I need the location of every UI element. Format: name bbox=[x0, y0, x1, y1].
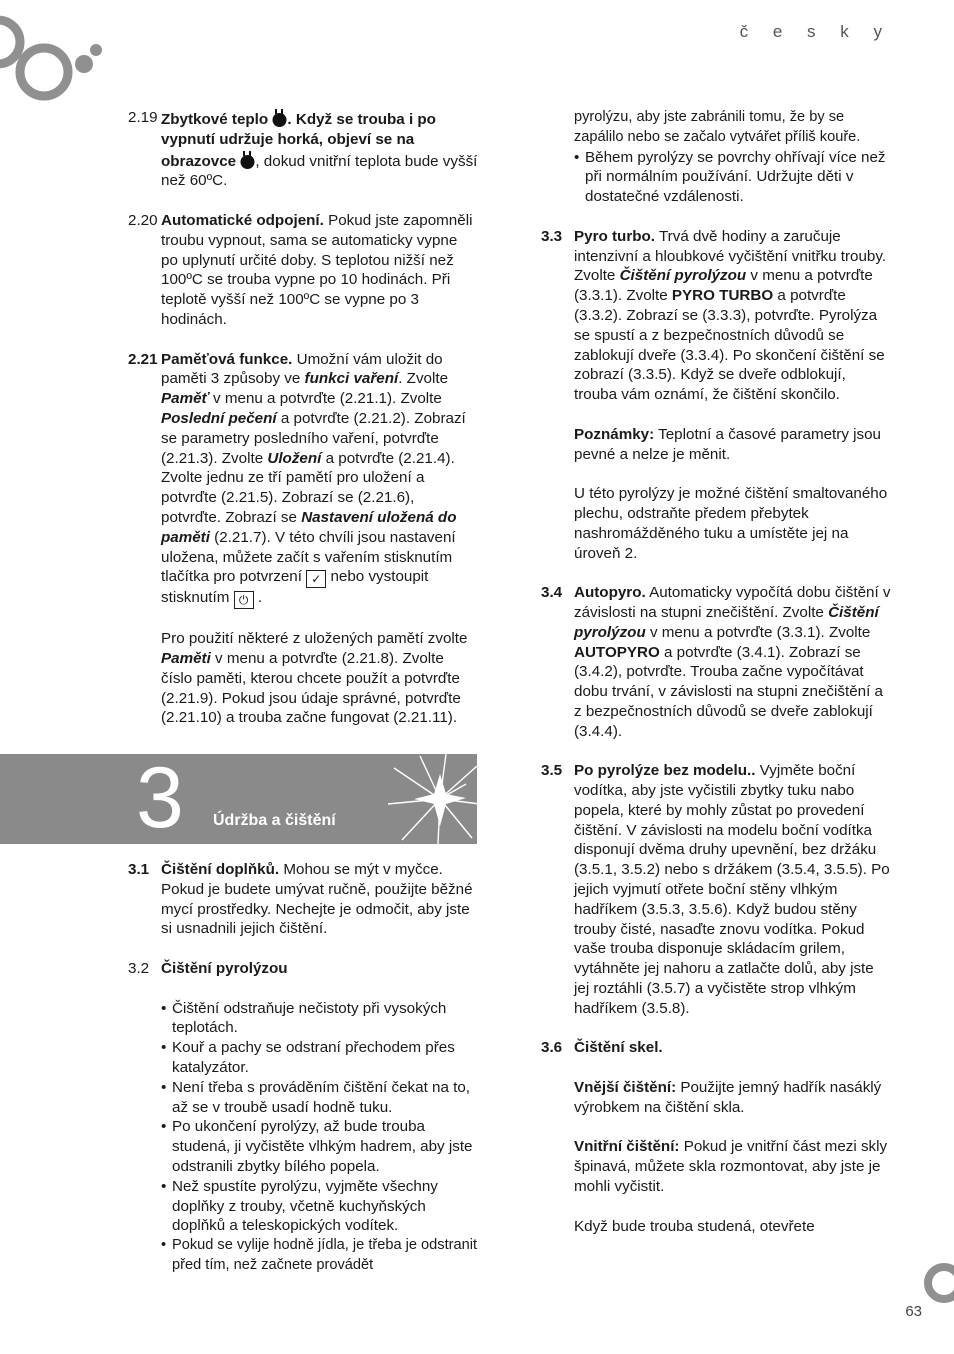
section-number: 3.5 bbox=[541, 762, 563, 780]
text-run: a potvrďte (2.21.2). Zobrazí se parametry posledního vaření, potvrďte (2.21.3). Zvolte bbox=[161, 409, 466, 467]
menu-term: Paměti bbox=[161, 649, 211, 667]
menu-term: Nastavení uložená do paměti bbox=[161, 508, 457, 546]
section-2-21 bbox=[128, 350, 478, 729]
text-run: . Když se trouba i po vypnutí udržuje horká, objeví se na obrazovce bbox=[161, 111, 436, 170]
bullet-item: • Není třeba s prováděním čištění čekat na to, až se v troubě usadí hodně tuku. bbox=[128, 1078, 478, 1118]
exit-key-icon: ⏻ bbox=[234, 591, 254, 609]
left-column-lower bbox=[128, 860, 478, 1276]
chapter-number: 3 bbox=[136, 754, 184, 844]
bullet-item: • Čištění odstraňuje nečistoty při vysokých teplotách. bbox=[128, 999, 478, 1039]
paragraph: U této pyrolýzy je možné čištění smaltovaného plechu, odstraňte předem přebytek nashromážděného tuku a umístěte jej na úroveň 2. bbox=[574, 485, 888, 562]
section-2-19 bbox=[128, 108, 478, 191]
section-title: Automatické odpojení. bbox=[161, 211, 324, 229]
section-number: 3.4 bbox=[541, 584, 563, 602]
section-3-2 bbox=[128, 959, 478, 979]
text-run: . Zvolte bbox=[398, 370, 449, 388]
sparkle-icon bbox=[380, 754, 477, 844]
text-run: a potvrďte (2.21.4). Zvolte jednu ze tří pamětí pro uložení a potvrďte (2.21.5). Zobrazí se (2.21.6), potvrďte. Zobrazí se bbox=[161, 449, 455, 526]
text-run: a potvrďte (3.4.1). Zobrazí se (3.4.2), potvrďte. Trouba začne vypočítávat dobu trvání, v závislosti na stupni znečištění a z bezpečnostních důvodů se dveře zablokují (3.4.4). bbox=[574, 643, 883, 740]
chapter-banner bbox=[0, 754, 477, 844]
section-title: Zbytkové teplo bbox=[161, 111, 269, 128]
text-run: Automaticky vypočítá dobu čištění v závislosti na stupni znečištění. Zvolte bbox=[574, 584, 891, 621]
bullet-item: • Po ukončení pyrolýzy, až bude trouba studená, ji vyčistěte vlhkým hadrem, aby jste odstranili zbytky bílého popela. bbox=[128, 1117, 478, 1176]
text-run: v menu a potvrďte (3.3.1). Zvolte bbox=[645, 623, 871, 641]
chapter-title: Údržba a čištění bbox=[213, 812, 336, 829]
section-number: 3.2 bbox=[128, 959, 150, 977]
section-text: Vyjměte boční vodítka, aby jste vyčistili zbytky tuku nabo popela, které by mohly zůstat po provedení čištění. V závislosti na modelu boční vodítka disponují dvěma druhy upevnění, bez držáku (3.5.1, 3.5.2) nebo s držákem (3.5.4, 3.5.5). Po jejich vyjmutí otřete boční stěny vlhkým hadříkem (3.5.3, 3.5.6). Když budou stěny trouby čisté, nasaďte znovu vodítka. Pokud vaše trouba disponuje skládacím grilem, vytáhněte jej nahoru a zatlačte dolů, aby jste jej roztáhli (3.5.7) a vyčistěte strop vlhkým hadříkem (3.5.8). bbox=[574, 762, 890, 1017]
text-run: (2.21.7). V této chvíli jsou nastavení uložena, můžete začít s vařením stisknutím tlačítka pro potvrzení bbox=[161, 528, 456, 586]
corner-ring-icon bbox=[922, 1261, 954, 1310]
residual-heat-icon-2 bbox=[240, 150, 255, 169]
section-title: Čištění pyrolýzou bbox=[161, 959, 288, 977]
menu-option: AUTOPYRO bbox=[574, 643, 660, 661]
exterior-label: Vnější čištění: bbox=[574, 1079, 677, 1097]
section-title: Paměťová funkce. bbox=[161, 350, 293, 368]
bullet-item: • Během pyrolýzy se povrchy ohřívají více než při normálním používání. Udržujte děti v dostatečné vzdálenosti. bbox=[541, 148, 893, 207]
section-title: Čištění doplňků. bbox=[161, 861, 280, 878]
section-title: Po pyrolýze bez modelu.. bbox=[574, 762, 756, 780]
section-3-5 bbox=[541, 761, 893, 1018]
continued-text: pyrolýzu, aby jste zabránili tomu, že by se zapálilo nebo se začalo vytvářet příliš kouře. bbox=[574, 109, 861, 145]
bullet-item: • Pokud se vylije hodně jídla, je třeba je odstranit před tím, než začnete provádět bbox=[128, 1236, 478, 1276]
text-run: Pokud je vnitřní část mezi skly špinavá, můžete skla rozmontovat, aby jste je mohli vyčistit. bbox=[574, 1138, 888, 1196]
note-label: Poznámky: bbox=[574, 425, 655, 443]
bullet-item: • Kouř a pachy se odstraní přechodem přes katalyzátor. bbox=[128, 1038, 478, 1078]
paragraph: Když bude trouba studená, otevřete bbox=[574, 1217, 815, 1235]
note-text: Teplotní a časové parametry jsou pevné a nelze je měnit. bbox=[574, 425, 881, 463]
section-3-1 bbox=[128, 860, 478, 939]
menu-option: PYRO TURBO bbox=[671, 287, 774, 305]
text-run: Umožní vám uložit do paměti 3 způsoby ve bbox=[161, 350, 443, 388]
section-number: 2.20 bbox=[128, 211, 158, 229]
language-label: č e s k y bbox=[739, 22, 892, 41]
section-number: 3.6 bbox=[541, 1039, 563, 1057]
text-run: nebo vystoupit stisknutím bbox=[161, 568, 429, 607]
section-number: 3.1 bbox=[128, 861, 150, 878]
section-3-3 bbox=[541, 227, 893, 564]
section-text: Pokud jste zapomněli troubu vypnout, sama se automaticky vypne po uplynutí určité doby. S teplotou nižší než 100ºC se trouba vypne po 10 hodinách. Při teplotě vyšší než 100ºC se vypne po 3 hodinách. bbox=[161, 211, 473, 328]
menu-term: Čištění pyrolýzou bbox=[574, 603, 879, 641]
menu-term: Paměť bbox=[161, 390, 209, 408]
section-number: 3.3 bbox=[541, 227, 563, 245]
section-2-20 bbox=[128, 211, 478, 330]
section-title: Autopyro. bbox=[574, 584, 646, 602]
section-title: Pyro turbo. bbox=[574, 227, 656, 245]
section-3-6 bbox=[541, 1038, 893, 1236]
section-3-4 bbox=[541, 583, 893, 741]
text-run: Použijte jemný hadřík nasáklý výrobkem na čištění skla. bbox=[574, 1079, 882, 1116]
menu-term: funkci vaření bbox=[304, 370, 399, 388]
residual-heat-icon bbox=[272, 108, 287, 127]
text-run: v menu a potvrďte (2.21.8). Zvolte číslo paměti, kterou chcete použít a potvrďte (2.21.9). Pokud jsou údaje správné, potvrďte (2.21.10) a trouba začne fungovat (2.21.11). bbox=[161, 649, 461, 727]
page-number: 63 bbox=[905, 1303, 922, 1320]
interior-label: Vnitřní čištění: bbox=[574, 1138, 680, 1156]
right-column bbox=[541, 108, 893, 1236]
text-run: , dokud vnitřní teplota bude vyšší než 60ºC. bbox=[161, 152, 478, 190]
text-run: . bbox=[253, 589, 263, 607]
menu-term: Poslední pečení bbox=[161, 409, 277, 427]
text-run: Pro použití některé z uložených pamětí zvolte bbox=[161, 630, 468, 648]
section-number: 2.19 bbox=[128, 109, 158, 126]
brand-logo bbox=[0, 0, 110, 115]
menu-term: Čištění pyrolýzou bbox=[619, 267, 747, 285]
confirm-key-icon: ✓ bbox=[306, 570, 326, 588]
section-title: Čištění skel. bbox=[574, 1039, 663, 1057]
menu-term: Uložení bbox=[267, 449, 322, 467]
text-run: a potvrďte (3.3.2). Zobrazí se (3.3.3), potvrďte. Pyrolýza se spustí a z bezpečnostních důvodů se zablokují dveře (3.3.4). Po skončení čištění se zobrazí (3.3.5). Když se dveře odblokují, trouba vám oznámí, že čištění skončilo. bbox=[574, 287, 885, 404]
left-column bbox=[128, 108, 478, 728]
bullet-item: • Než spustíte pyrolýzu, vyjměte všechny doplňky z trouby, včetně kuchyňských doplňků a teleskopických vodítek. bbox=[128, 1177, 478, 1236]
text-run: v menu a potvrďte (2.21.1). Zvolte bbox=[208, 390, 442, 408]
section-text: Mohou se mýt v myčce. Pokud je budete umývat ručně, použijte běžné mycí prostředky. Nechejte je odmočit, aby jste si usnadnili jejich čištění. bbox=[161, 861, 473, 938]
text-run: Trvá dvě hodiny a zaručuje intenzivní a hloubkové vyčištění vnitřku trouby. Zvolte bbox=[574, 227, 887, 285]
text-run: v menu a potvrďte (3.3.1). Zvolte bbox=[574, 267, 873, 305]
section-number: 2.21 bbox=[128, 350, 158, 368]
